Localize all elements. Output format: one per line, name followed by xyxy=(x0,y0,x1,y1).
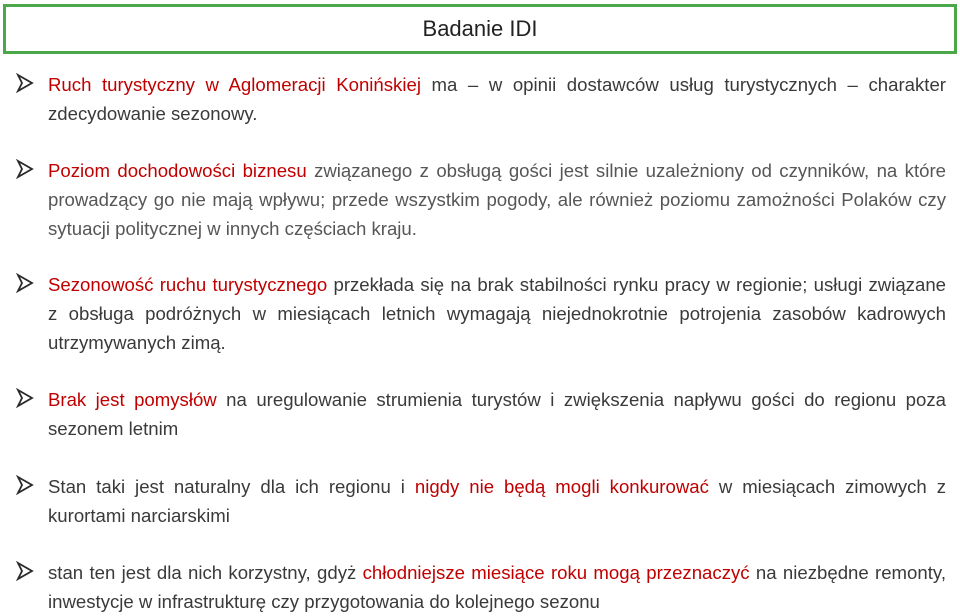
bullet-text xyxy=(48,156,946,243)
arrowhead-bullet-icon xyxy=(14,388,48,408)
body-text: w miesiącach zimowych z kurortami narciarskimi xyxy=(48,476,946,526)
bullet-text xyxy=(48,270,946,357)
bullet-item-4 xyxy=(14,385,946,443)
slide-title: Badanie IDI xyxy=(422,16,538,41)
bullet-item-5 xyxy=(14,472,946,530)
body-text: na niezbędne remonty, inwestycje w infrastrukturę czy przygotowania do kolejnego sezonu xyxy=(48,562,946,612)
arrowhead-bullet-icon xyxy=(14,561,48,581)
bullet-text xyxy=(48,558,946,616)
arrowhead-bullet-icon xyxy=(14,73,48,93)
body-text: na uregulowanie strumienia turystów i zwiększenia napływu gości do regionu poza sezonem letnim xyxy=(48,389,946,439)
body-text: stan ten jest dla nich korzystny, gdyż xyxy=(48,562,363,583)
body-text: ma – w opinii dostawców usług turystycznych – charakter zdecydowanie sezonowy. xyxy=(48,74,946,124)
arrowhead-bullet-icon xyxy=(14,475,48,495)
arrowhead-bullet-icon xyxy=(14,159,48,179)
highlight-text: Brak jest pomysłów xyxy=(48,389,217,410)
bullet-item-6 xyxy=(14,558,946,616)
bullet-text xyxy=(48,472,946,530)
body-text: związanego z obsługą gości jest silnie uzależniony od czynników, na które prowadzący go nie mają wpływu; przede wszystkim pogody, ale również poziomu zamożności Polaków czy sytuacji politycznej w innych częściach kraju. xyxy=(48,160,946,239)
body-text: Stan taki jest naturalny dla ich regionu i xyxy=(48,476,415,497)
bullet-text xyxy=(48,70,946,128)
bullet-item-3 xyxy=(14,270,946,357)
body-text: przekłada się na brak stabilności rynku pracy w regionie; usługi związane z obsługa podróżnych w miesiącach letnich wymagają niejednokrotnie potrojenia zasobów kadrowych utrzymywanych zimą. xyxy=(48,274,947,353)
highlight-text: nigdy nie będą mogli konkurować xyxy=(414,476,709,497)
highlight-text: Sezonowość ruchu turystycznego xyxy=(48,274,328,295)
highlight-text: chłodniejsze miesiące roku mogą przeznaczyć xyxy=(362,562,750,583)
arrowhead-bullet-icon xyxy=(14,273,48,293)
highlight-text: Ruch turystyczny w Aglomeracji Konińskiej xyxy=(48,74,421,95)
highlight-text: Poziom dochodowości biznesu xyxy=(48,160,307,181)
bullet-text xyxy=(48,385,946,443)
bullet-item-2 xyxy=(14,156,946,243)
slide-title-box xyxy=(3,4,957,54)
bullet-item-1 xyxy=(14,70,946,128)
